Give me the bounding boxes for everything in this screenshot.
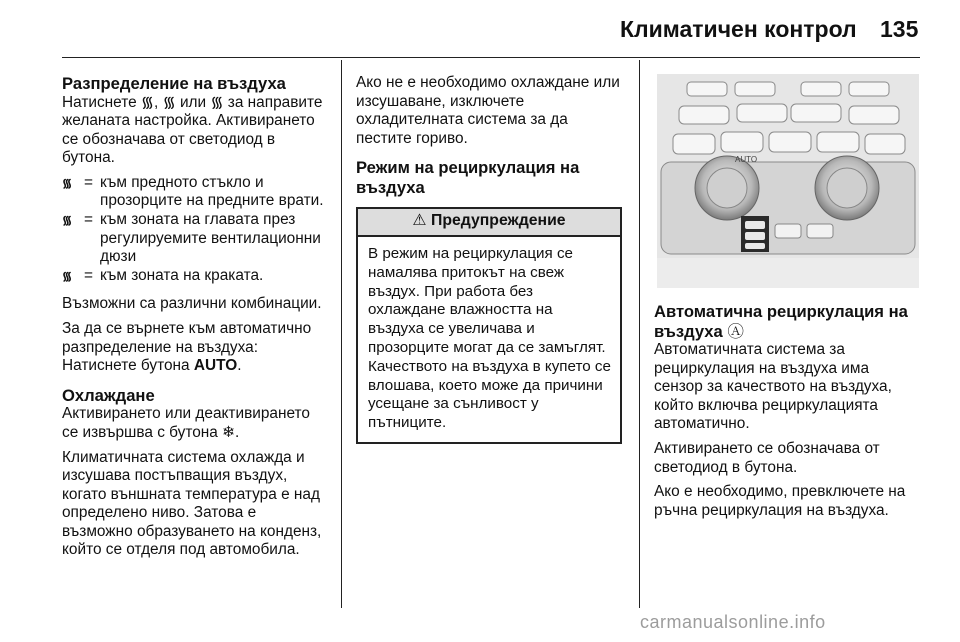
def-separator: = <box>84 266 93 284</box>
auto-return-paragraph <box>62 320 326 376</box>
auto-recirculation-heading <box>654 302 920 341</box>
head-airflow-icon: ᯾ <box>62 213 73 228</box>
warning-box <box>356 207 622 444</box>
distribution-item-windscreen <box>62 174 326 211</box>
auto-recirculation-title: Автоматична рециркулация на въздуха <box>654 302 908 341</box>
def-text: към зоната на краката. <box>100 266 264 284</box>
windscreen-airflow-icon: ᯾ <box>62 175 73 190</box>
auto-recirculation-p1: Автоматичната система за рециркулация на въздуха има сензор за качеството на въздуха, който включва рециркулацията автоматично. <box>654 341 892 433</box>
column-1 <box>62 74 326 566</box>
auto-label: AUTO <box>193 357 238 375</box>
auto-end: . <box>237 357 242 375</box>
distribution-item-foot <box>62 267 326 286</box>
warning-triangle-icon: ⚠ <box>412 212 427 230</box>
auto-recirculation-p2: Активирането се обозначава от светодиод в бутона. <box>654 439 880 476</box>
column-divider-2 <box>639 60 640 608</box>
warning-title: Предупреждение <box>430 212 566 230</box>
distribution-item-head <box>62 211 326 267</box>
recirculation-heading: Режим на рециркулация на въздуха <box>356 158 580 197</box>
warning-header <box>358 209 620 237</box>
column-2 <box>356 74 622 444</box>
column-3 <box>654 302 920 526</box>
economy-paragraph: Ако не е необходимо охлаждане или изсушаване, изключете охладителната система за да пестите гориво. <box>356 74 620 147</box>
column-divider-1 <box>341 60 342 608</box>
watermark: carmanualsonline.info <box>640 612 826 632</box>
cooling-heading: Охлаждане <box>62 385 155 405</box>
climate-panel-photo <box>657 74 919 288</box>
auto-knob-label: AUTO <box>735 155 758 164</box>
warning-text: В режим на рециркулация се намалява притокът на свеж въздух. При работа без охлаждане влажността на въздуха се увеличава и прозорците могат да се замъглят. Качеството на въздуха в купето се влошава, което може да причини усещане за сънливост у пътниците. <box>368 244 611 432</box>
panel-illustration <box>657 74 919 288</box>
air-distribution-heading: Разпределение на въздуха <box>62 74 286 93</box>
header-rule <box>62 57 920 58</box>
def-text: към предното стъкло и прозорците на предните врати. <box>100 173 324 210</box>
auto-recirculation-icon: Ⓐ <box>727 321 744 341</box>
page-title: Климатичен контрол <box>620 16 857 42</box>
cooling-p1: Активирането или деактивирането се извършва с бутона ❄. <box>62 405 310 441</box>
def-separator: = <box>84 173 93 191</box>
foot-airflow-icon: ᯾ <box>62 268 73 283</box>
auto-return-text: За да се върнете към автоматично разпределение на въздуха: Натиснете бутона <box>62 320 312 375</box>
cooling-p2: Климатичната система охлажда и изсушава постъпващия въздух, когато външната температура е над определено ниво. Затова е възможно образуването на конденз, който се отделя под автомобила. <box>62 448 322 559</box>
def-text: към зоната на главата през регулируемите вентилационни дюзи <box>100 211 321 266</box>
auto-recirculation-p3: Ако е необходимо, превключете на ръчна рециркулация на въздуха. <box>654 483 906 519</box>
def-separator: = <box>84 211 93 229</box>
air-distribution-intro: Натиснете ᯾, ᯾ или ᯾ за направите желаната настройка. Активирането се обозначава от светодиод в бутона. <box>62 93 323 167</box>
combinations-text: Възможни са различни комбинации. <box>62 295 322 313</box>
page-number: 135 <box>880 16 919 42</box>
